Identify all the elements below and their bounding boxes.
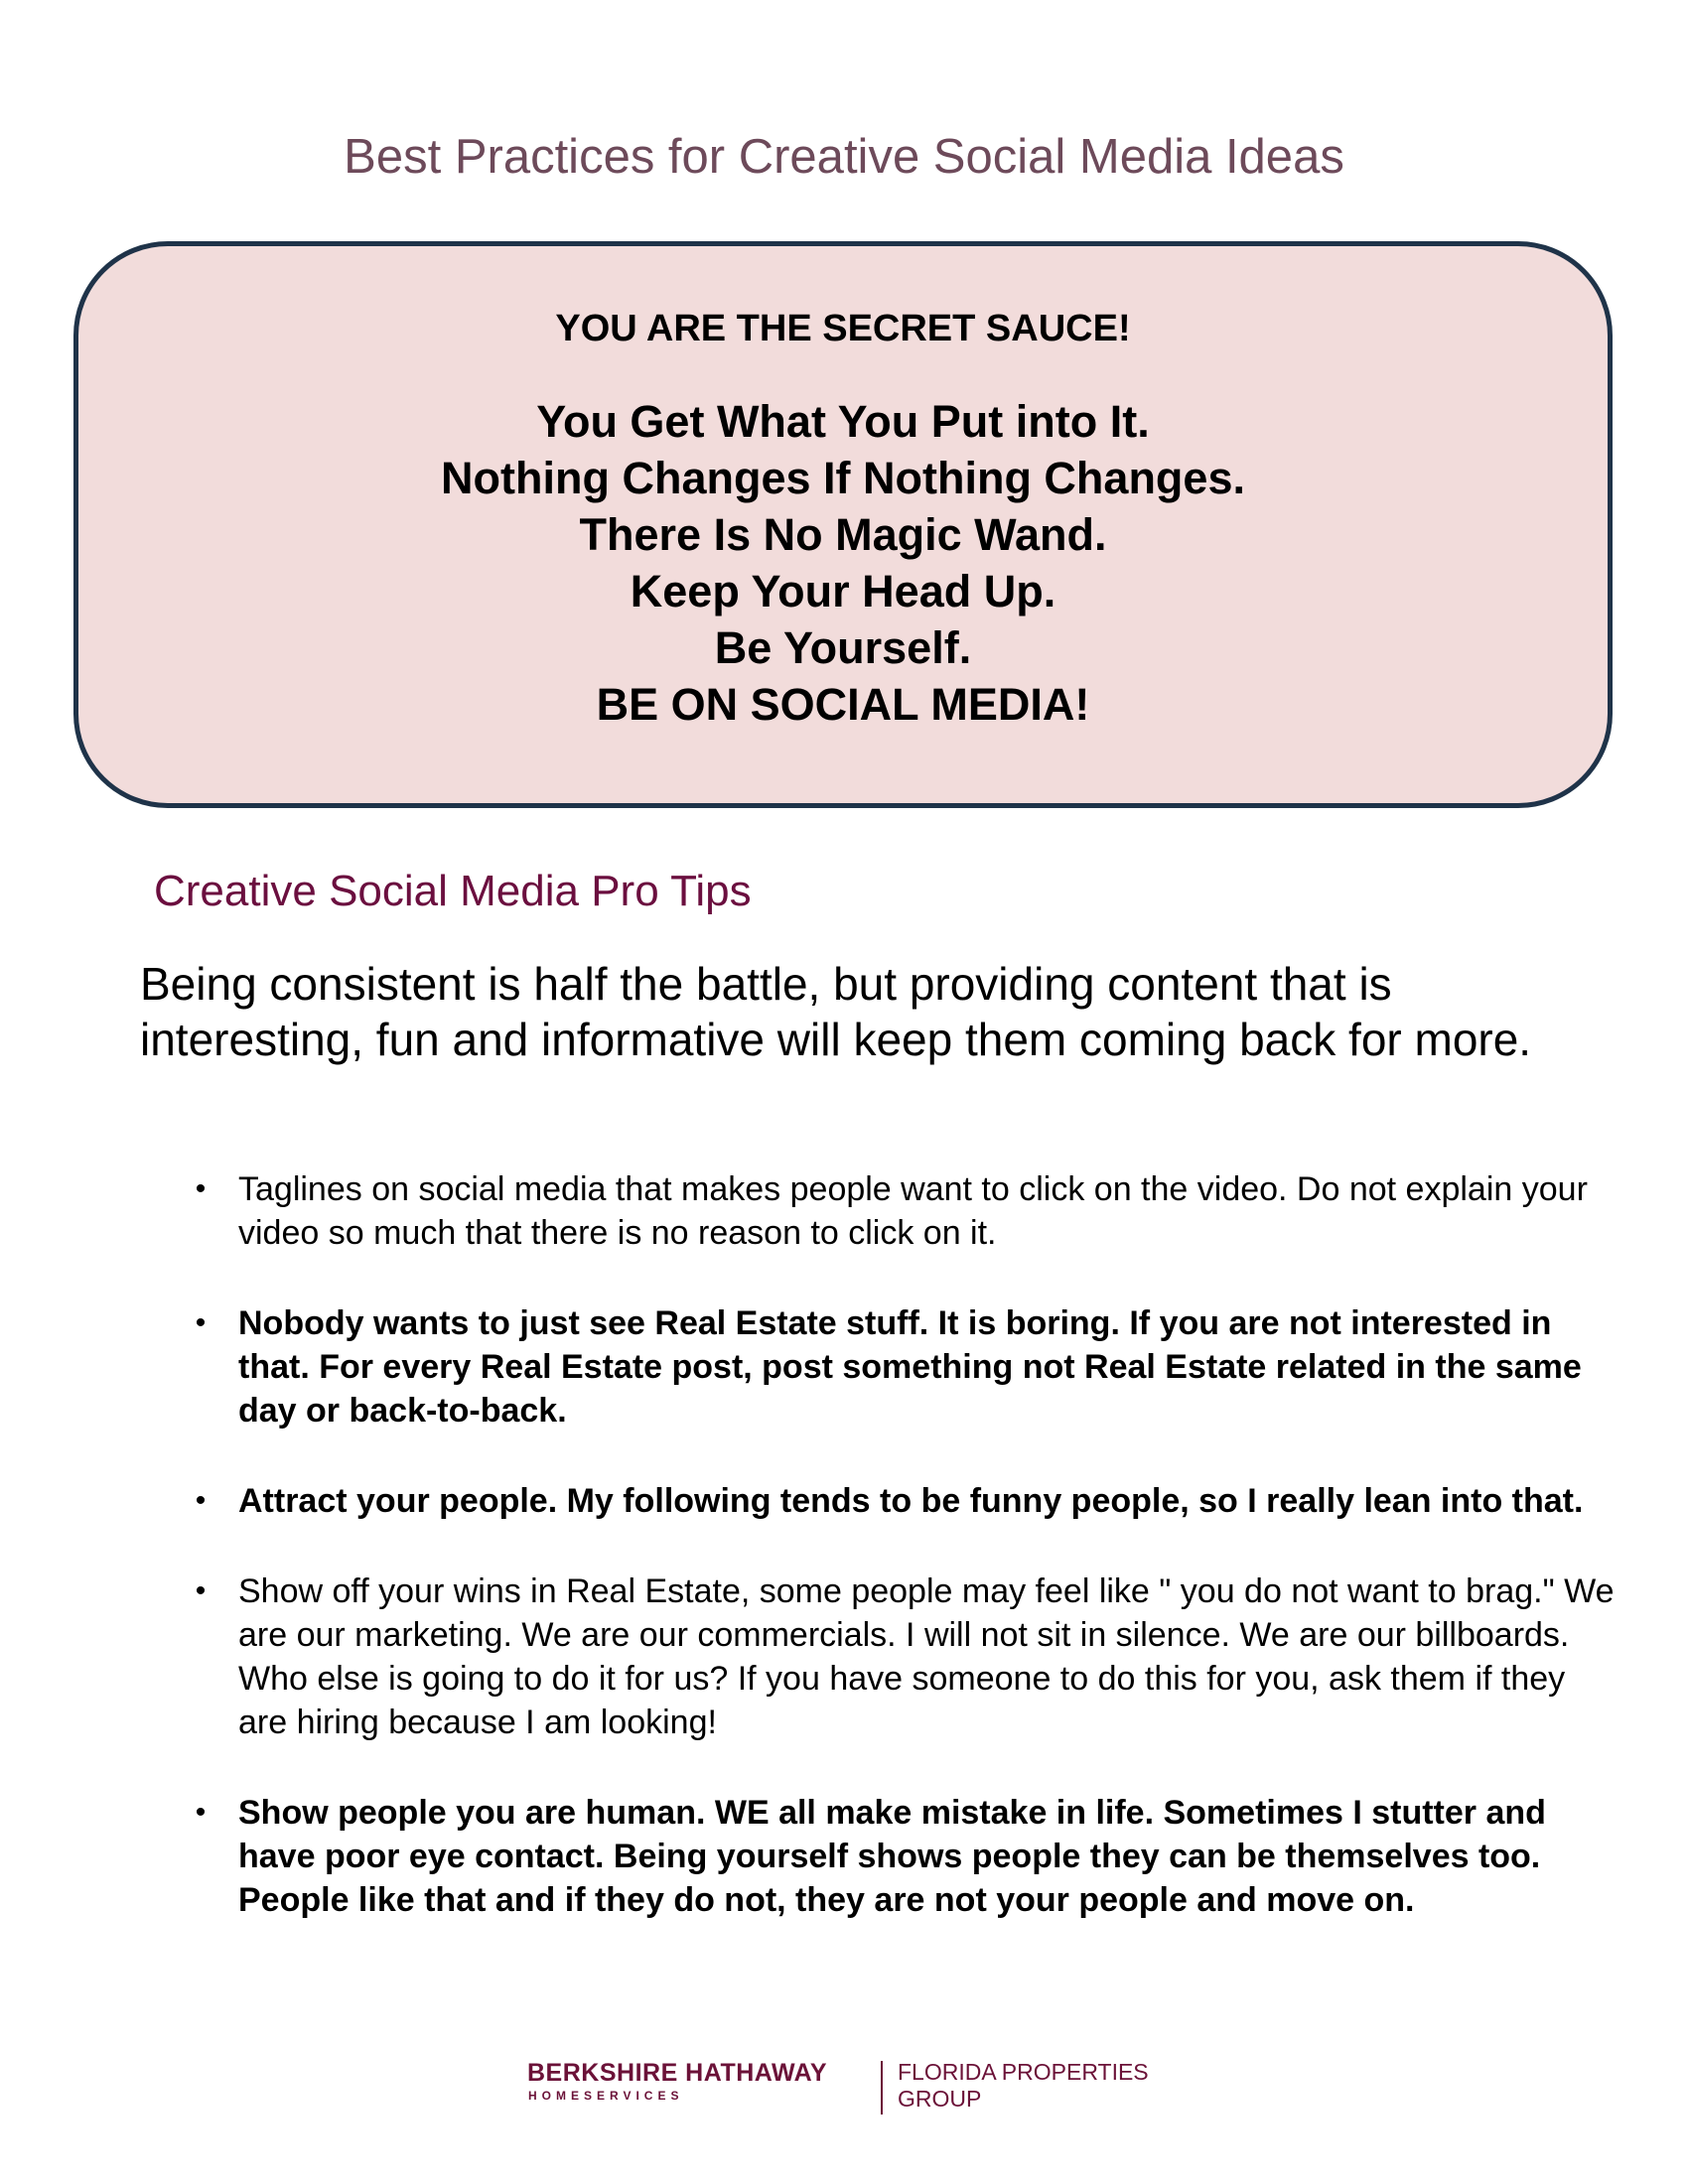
callout-lines [78,393,1608,733]
brand-divider [881,2061,883,2115]
tip-item [0,1301,1618,1433]
bullet-icon: • [195,1574,207,1607]
tip-item [0,1570,1618,1744]
page-title: Best Practices for Creative Social Media Ideas [344,130,1344,184]
callout-line: Keep Your Head Up. [630,566,1056,616]
tip-item [0,1167,1618,1255]
brand-subname: HOMESERVICES [528,2089,684,2103]
tip-item [0,1791,1618,1922]
section-title: Creative Social Media Pro Tips [154,867,752,915]
brand-region-line: FLORIDA PROPERTIES [898,2059,1149,2085]
brand-region [898,2059,1149,2113]
callout-heading: YOU ARE THE SECRET SAUCE! [555,308,1131,349]
callout-line: You Get What You Put into It. [536,396,1150,447]
callout-line: Nothing Changes If Nothing Changes. [441,453,1245,503]
tip-text: Nobody wants to just see Real Estate stuff. It is boring. If you are not interested in that. For every Real Estate post, post something not Real Estate related in the same day or back-to-back. [238,1304,1582,1430]
secret-sauce-callout [73,241,1613,808]
intro-paragraph: Being consistent is half the battle, but providing content that is interesting, fun and informative will keep them coming back for more. [140,958,1532,1065]
bullet-icon: • [195,1306,207,1339]
footer-brand-logo [527,2059,1163,2118]
tip-text: Show people you are human. WE all make mistake in life. Sometimes I stutter and have poor eye contact. Being yourself shows people they can be themselves too. People like that and if they do not, they are not your people and move on. [238,1794,1546,1919]
tip-item [0,1479,1618,1523]
brand-region-line: GROUP [898,2086,982,2112]
callout-line: BE ON SOCIAL MEDIA! [596,679,1090,730]
tip-text: Show off your wins in Real Estate, some people may feel like " you do not want to brag." We are our marketing. We are our commercials. I will not sit in silence. We are our billboards. Who else is going to do it for us? If you have someone to do this for you, ask them if they are hiring because I am looking! [238,1572,1615,1741]
bullet-icon: • [195,1484,207,1517]
bullet-icon: • [195,1796,207,1829]
callout-line: There Is No Magic Wand. [579,509,1107,560]
pro-tips-list [0,1167,1688,1969]
callout-line: Be Yourself. [714,622,972,673]
brand-name: BERKSHIRE HATHAWAY [527,2059,828,2087]
bullet-icon: • [195,1172,207,1205]
tip-text: Attract your people. My following tends to be funny people, so I really lean into that. [238,1482,1584,1520]
tip-text: Taglines on social media that makes people want to click on the video. Do not explain your video so much that there is no reason to click on it. [238,1170,1588,1252]
